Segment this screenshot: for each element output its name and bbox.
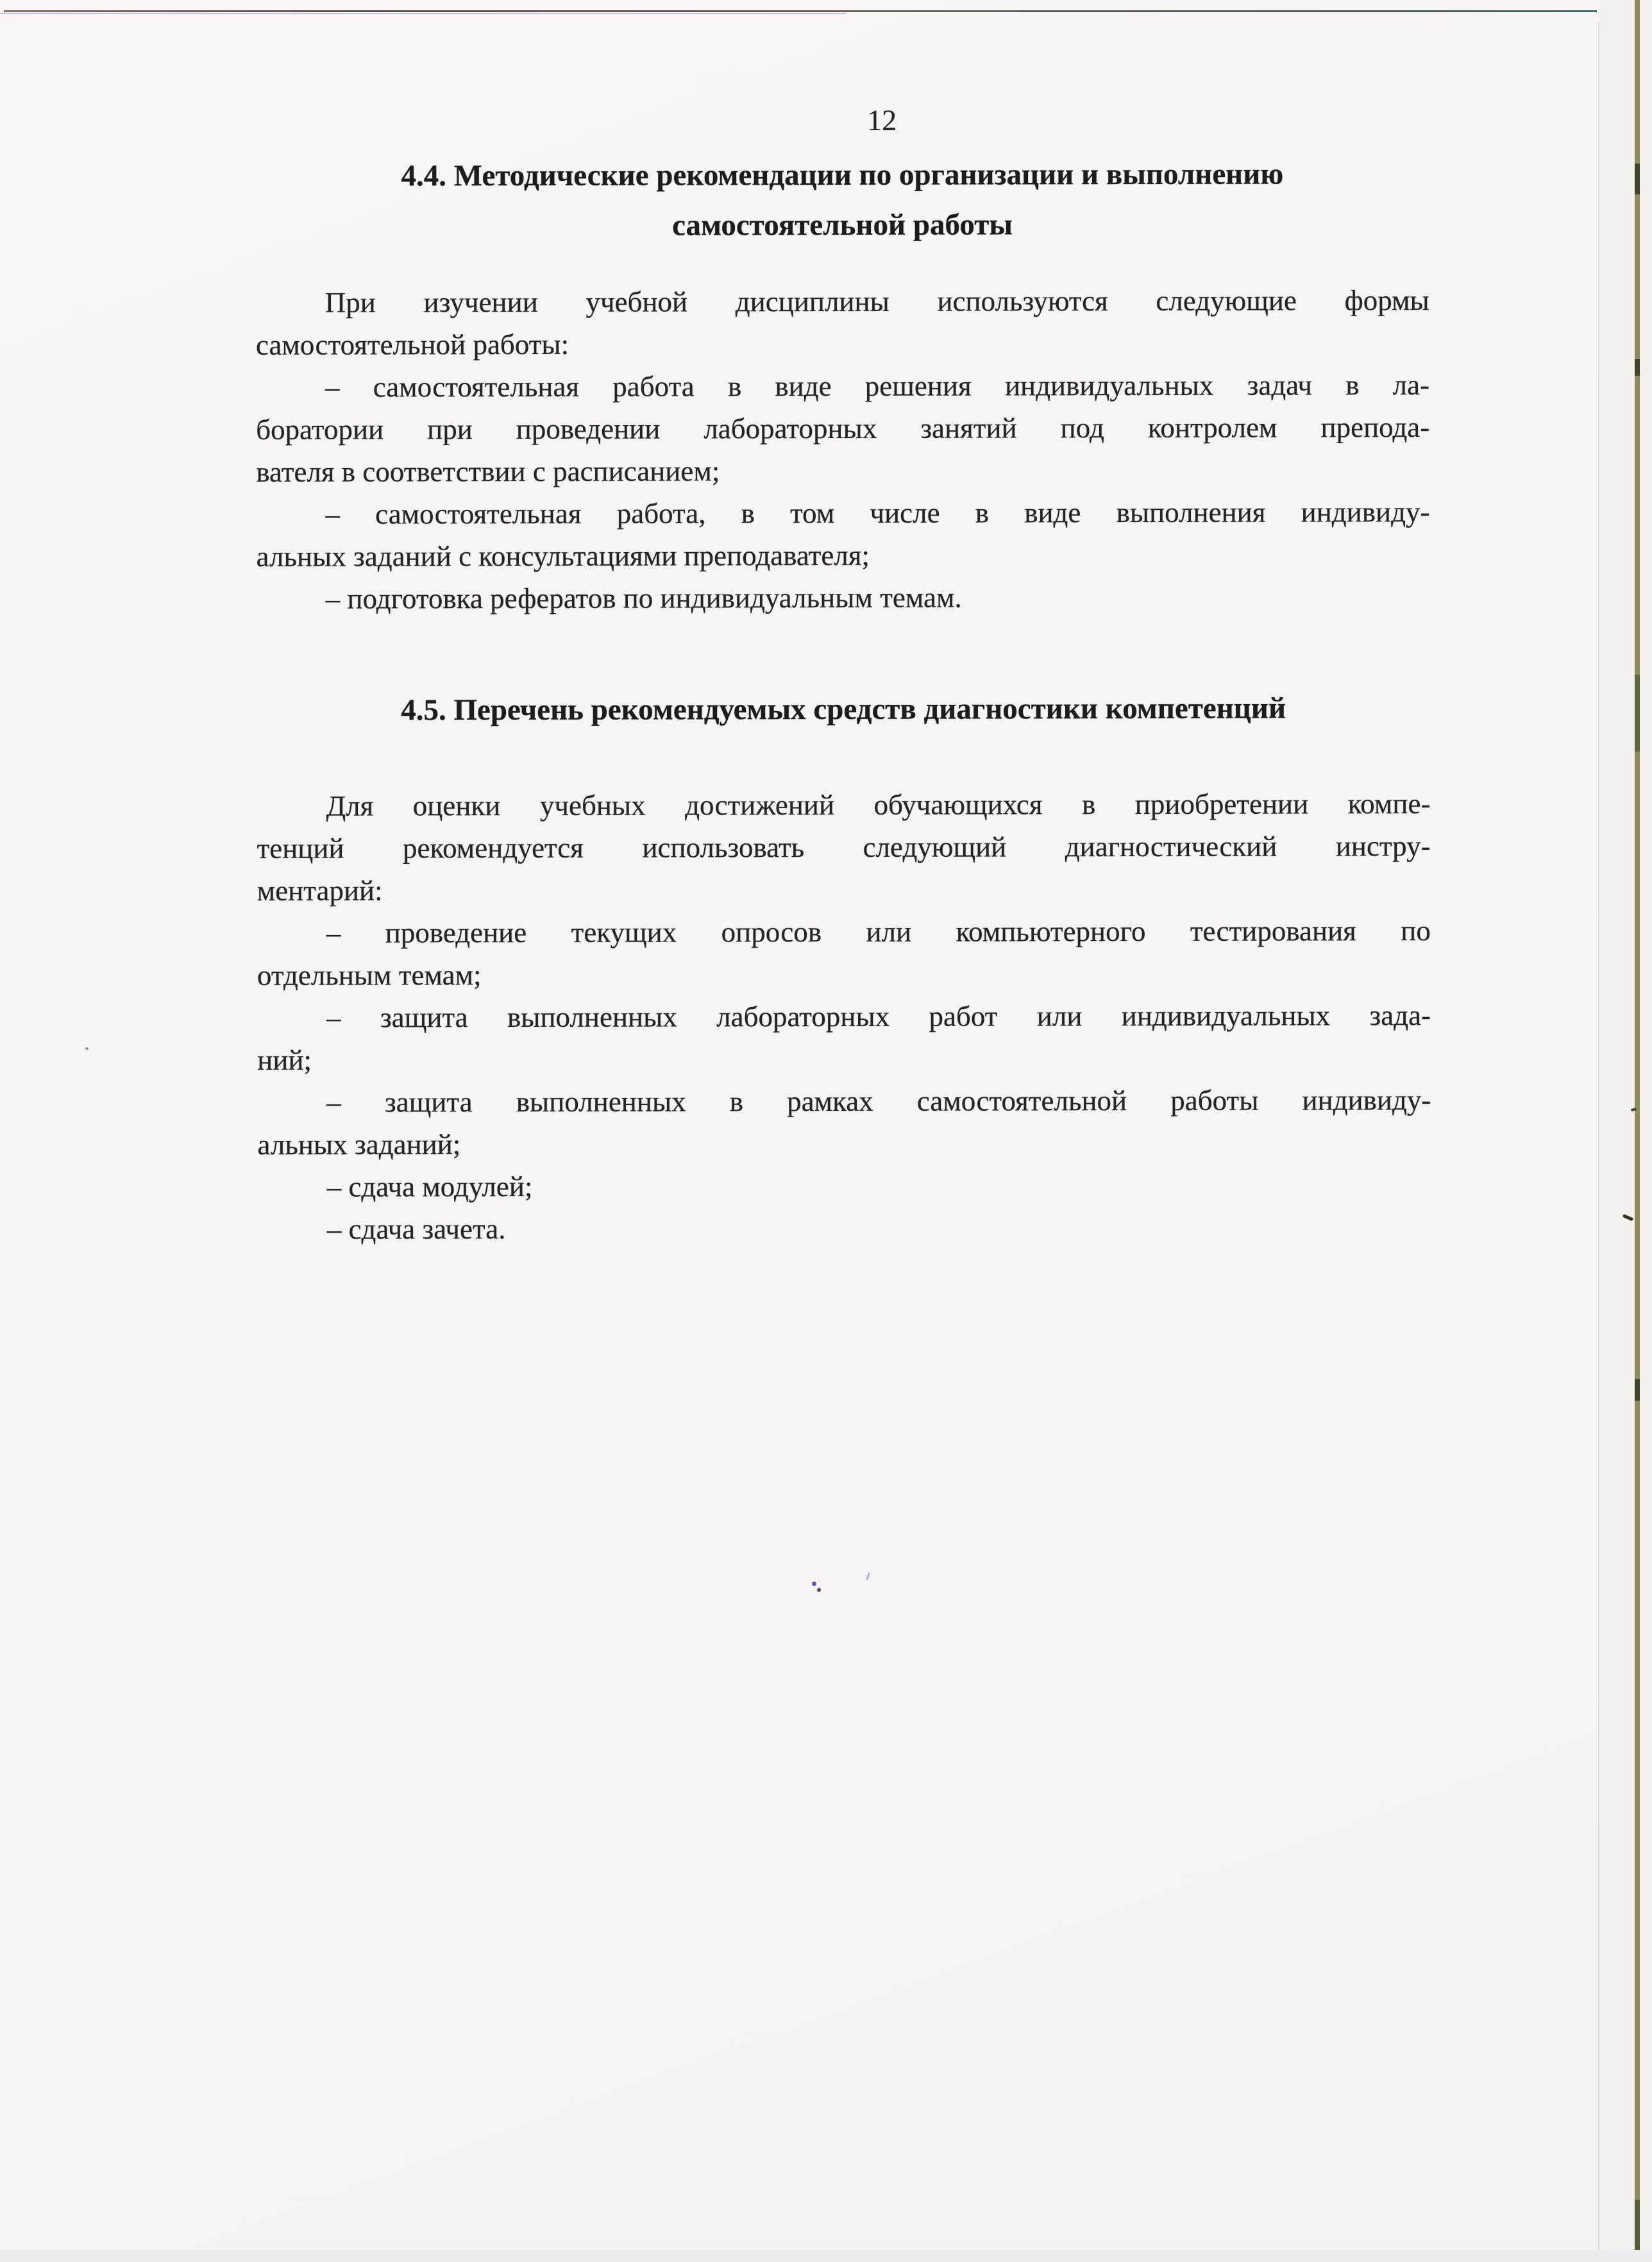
text-line: – самостоятельная работа в виде решения индивидуальных задач в ла-: [324, 369, 1430, 403]
text-line: отдельным темам;: [257, 959, 482, 992]
text-line: Для оценки учебных достижений обучающихся в приобретении компе-: [326, 788, 1431, 822]
text-line: боратории при проведении лабораторных занятий под контролем препода-: [256, 411, 1430, 446]
paragraph-bullet-lab-defense: [257, 994, 1431, 1081]
text-line: альных заданий с консультациями преподавателя;: [256, 539, 870, 573]
section-4-4-body: [256, 279, 1430, 620]
text-line: – сдача зачета.: [326, 1213, 506, 1245]
page-number: 12: [867, 103, 897, 137]
text-line: – защита выполненных в рамках самостоятельной работы индивиду-: [326, 1084, 1431, 1118]
paragraph-selfwork-intro: [256, 279, 1429, 366]
text-line: – подготовка рефератов по индивидуальным темам.: [325, 581, 962, 615]
paragraph-bullet-selfwork-defense: [257, 1079, 1431, 1166]
paragraph-bullet-modules: [258, 1163, 1431, 1208]
text-line: ний;: [257, 1043, 312, 1076]
text-line: – сдача модулей;: [326, 1170, 533, 1203]
paragraph-bullet-referats: [257, 575, 1430, 620]
text-line: самостоятельной работы:: [255, 328, 569, 361]
text-line: ментарий:: [257, 874, 383, 907]
section-4-5-body: [257, 782, 1431, 1251]
section-4-5-heading: [257, 689, 1430, 730]
heading-line: 4.4. Методические рекомендации по организации и выполнению: [401, 157, 1284, 193]
paragraph-diagnostics-intro: [257, 782, 1430, 912]
section-4-4-heading: [255, 149, 1429, 251]
text-line: альных заданий;: [257, 1128, 461, 1161]
paragraph-bullet-individual-tasks: [256, 491, 1429, 578]
paragraph-bullet-credit: [258, 1206, 1431, 1251]
text-line: тенций рекомендуется использовать следующий диагностический инстру-: [257, 830, 1431, 865]
paragraph-bullet-lab-work: [256, 364, 1429, 493]
heading-line: 4.5. Перечень рекомендуемых средств диагностики компетенций: [401, 691, 1286, 727]
heading-line: самостоятельной работы: [671, 208, 1013, 242]
paragraph-bullet-surveys: [257, 909, 1431, 997]
text-line: При изучении учебной дисциплины используются следующие формы: [324, 284, 1429, 319]
text-line: – самостоятельная работа, в том числе в виде выполнения индивиду-: [325, 496, 1430, 530]
text-line: – защита выполненных лабораторных работ или индивидуальных зада-: [326, 999, 1431, 1034]
text-line: – проведение текущих опросов или компьютерного тестирования по: [326, 915, 1431, 949]
text-line: вателя в соответствии с расписанием;: [256, 455, 720, 488]
